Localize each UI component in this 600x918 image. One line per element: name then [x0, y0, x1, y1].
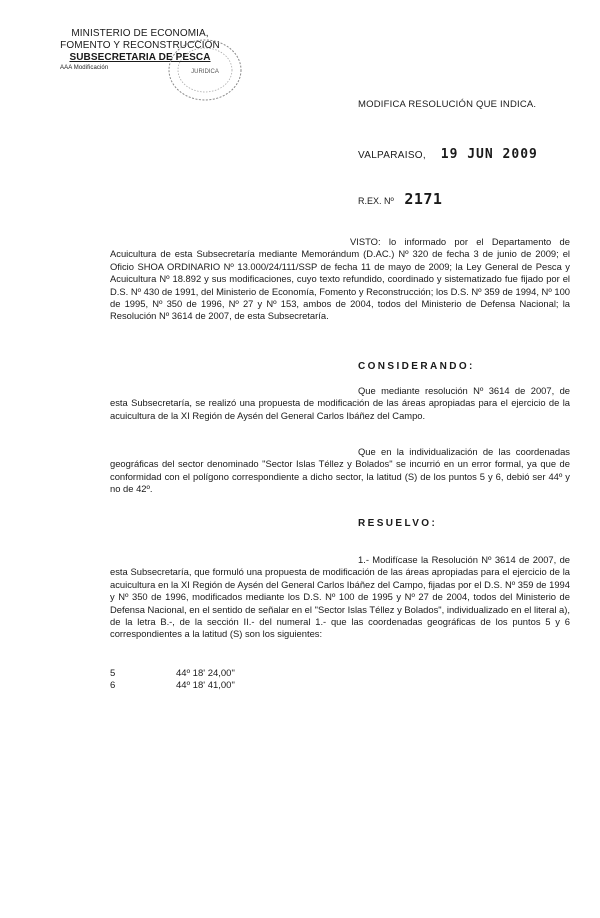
- considerando-2-text: Que en la individualización de las coordenadas geográficas del sector denominado "Sector Islas Téllez y Bolados" se incurrió en un error formal, ya que de conformidad con el polígono correspondiente a dicho sector, la latitud (S) de los puntos 5 y 6, debió ser 44º y no de 42º.: [110, 446, 570, 495]
- ministry-line-1: MINISTERIO DE ECONOMIA,: [71, 28, 209, 39]
- visto-paragraph: [110, 236, 570, 323]
- coordinate-row: [110, 668, 235, 680]
- coordinate-row: [110, 680, 235, 692]
- point-number: 5: [110, 668, 116, 679]
- point-number: 6: [110, 680, 116, 691]
- juridica-seal-icon: [155, 30, 247, 108]
- considerando-paragraph-1: [110, 385, 570, 422]
- rex-number: 2171: [404, 190, 443, 208]
- document-subject: MODIFICA RESOLUCIÓN QUE INDICA.: [358, 99, 537, 110]
- subsecretaria-line: SUBSECRETARIA DE PESCA: [69, 52, 211, 63]
- visto-text: VISTO: lo informado por el Departamento de Acuicultura de esta Subsecretaría mediante Memorándum (D.AC.) Nº 320 de fecha 3 de junio de 2009; el Oficio SHOA ORDINARIO Nº 13.000/24/111/SSP de fecha 11 de mayo de 2009; la Ley General de Pesca y Acuicultura Nº 18.892 y sus modificaciones, cuyo texto refundido, coordinado y sistematizado fue fijado por el D.S. Nº 430 de 1991, del Ministerio de Economía, Fomento y Reconstrucción; los D.S. Nº 359 de 1994, Nº 100 de 1995, Nº 350 de 1996, Nº 27 y Nº 153, ambos de 2004, todos del Ministerio de Defensa Nacional; la Resolución Nº 3614 de 2007, de esta Subsecretaría.: [110, 236, 570, 322]
- date-stamp: 19 JUN 2009: [440, 147, 538, 162]
- considerando-heading: CONSIDERANDO:: [358, 361, 475, 372]
- point-latitude: 44º 18' 24,00": [176, 668, 235, 679]
- considerando-paragraph-2: [110, 446, 570, 496]
- resuelvo-heading: RESUELVO:: [358, 518, 438, 529]
- place-date-line: [358, 147, 538, 162]
- considerando-1-text: Que mediante resolución Nº 3614 de 2007, de esta Subsecretaría, se realizó una propuesta de modificación de las áreas apropiadas para el ejercicio de la acuicultura de la XI Región de Aysén del General Carlos Ibáñez del Campo.: [110, 385, 570, 421]
- rex-label: R.EX. Nº: [358, 196, 394, 206]
- resuelvo-1-text: 1.- Modifícase la Resolución Nº 3614 de 2007, de esta Subsecretaría, que formuló una propuesta de modificación de las áreas apropiadas para el ejercicio de la acuicultura en la XI Región de Aysén del General Carlos Ibáñez del Campo, fijadas por el D.S. Nº 359 de 1994 y Nº 350 de 1996, modificados mediante los D.S. Nº 100 de 1995 y Nº 27 de 2004, todos del Ministerio de Defensa Nacional, en el sentido de señalar en el "Sector Islas Téllez y Bolados", individualizado en el literal a), de la letra B.-, de la sección II.- del numeral 1.- que las coordenadas geográficas de los puntos 5 y 6 correspondientes a la latitud (S) son los siguientes:: [110, 554, 570, 640]
- point-latitude: 44º 18' 41,00": [176, 680, 235, 691]
- place: VALPARAISO,: [358, 150, 426, 161]
- resuelvo-paragraph-1: [110, 554, 570, 641]
- coordinates-list: [110, 668, 235, 692]
- modification-note: AAA Modificación: [60, 65, 109, 71]
- resolution-number-line: [358, 190, 442, 208]
- ministry-line-2: FOMENTO Y RECONSTRUCCION: [60, 40, 220, 51]
- seal-label: JURIDICA: [191, 69, 219, 75]
